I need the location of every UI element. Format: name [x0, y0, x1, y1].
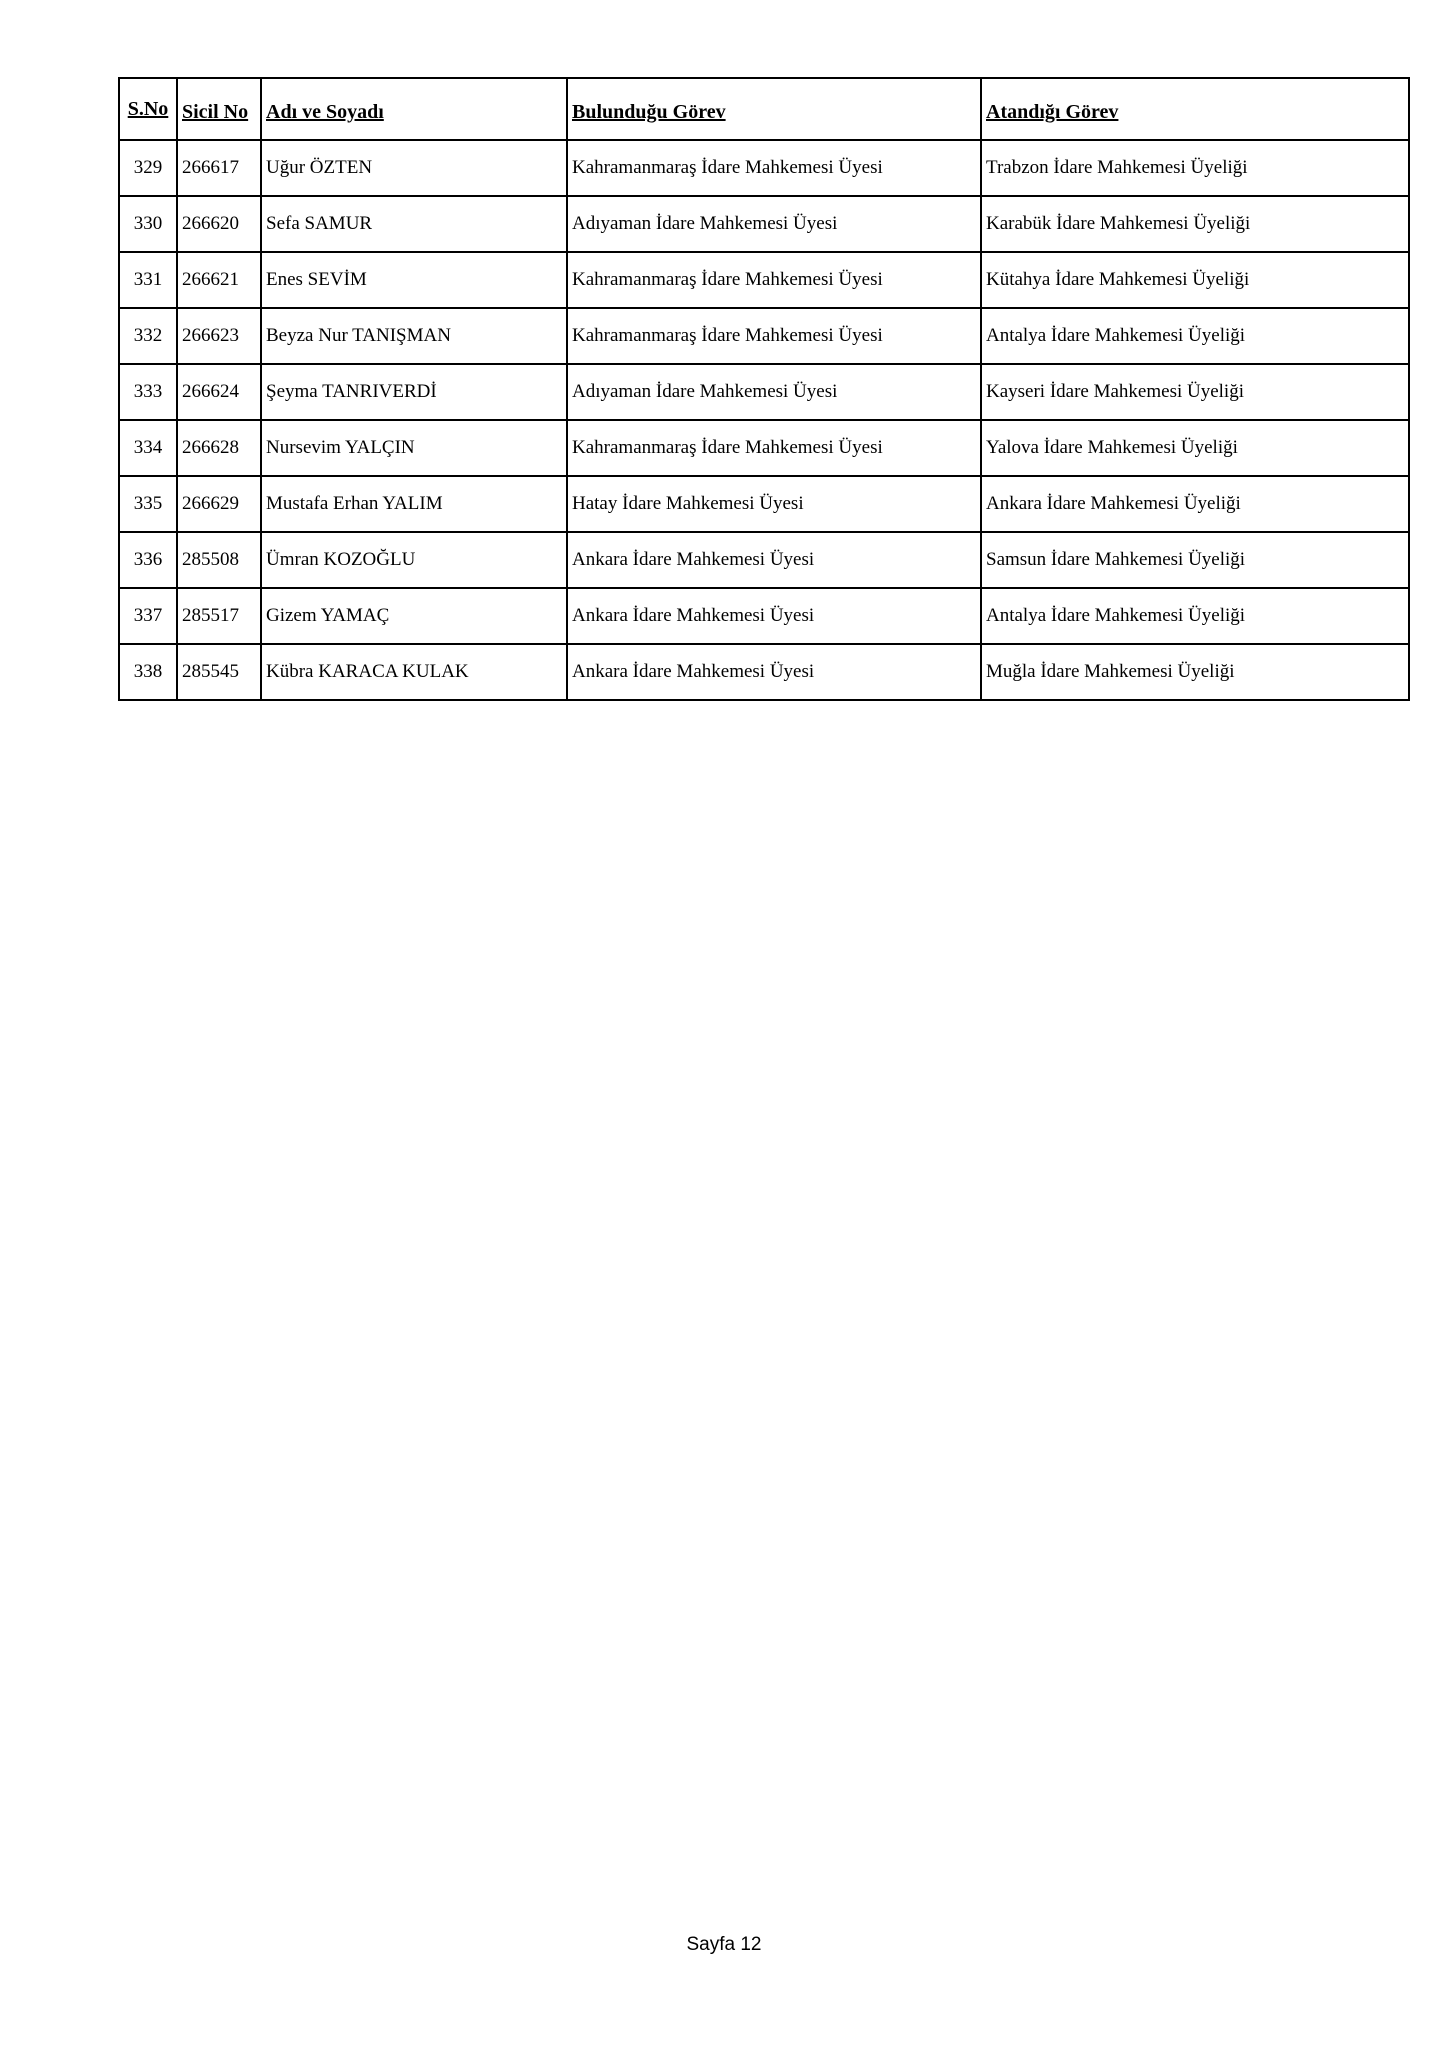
cell-sicil-no: 266620 — [177, 196, 261, 252]
cell-sno: 330 — [119, 196, 177, 252]
cell-current-position: Ankara İdare Mahkemesi Üyesi — [567, 532, 981, 588]
cell-name: Mustafa Erhan YALIM — [261, 476, 567, 532]
assignment-table — [118, 77, 1410, 701]
cell-sno: 333 — [119, 364, 177, 420]
cell-name: Kübra KARACA KULAK — [261, 644, 567, 700]
cell-current-position: Kahramanmaraş İdare Mahkemesi Üyesi — [567, 140, 981, 196]
cell-current-position: Kahramanmaraş İdare Mahkemesi Üyesi — [567, 252, 981, 308]
cell-assigned-position: Antalya İdare Mahkemesi Üyeliği — [981, 308, 1409, 364]
cell-assigned-position: Muğla İdare Mahkemesi Üyeliği — [981, 644, 1409, 700]
table-row — [119, 252, 1409, 308]
cell-name: Şeyma TANRIVERDİ — [261, 364, 567, 420]
cell-sicil-no: 266621 — [177, 252, 261, 308]
table-row — [119, 420, 1409, 476]
cell-sno: 337 — [119, 588, 177, 644]
table-row — [119, 588, 1409, 644]
cell-sno: 329 — [119, 140, 177, 196]
cell-current-position: Hatay İdare Mahkemesi Üyesi — [567, 476, 981, 532]
header-sno: S.No — [119, 78, 177, 140]
cell-sicil-no: 266624 — [177, 364, 261, 420]
cell-name: Nursevim YALÇIN — [261, 420, 567, 476]
cell-name: Uğur ÖZTEN — [261, 140, 567, 196]
header-current-position: Bulunduğu Görev — [567, 78, 981, 140]
header-assigned-position: Atandığı Görev — [981, 78, 1409, 140]
cell-sicil-no: 285545 — [177, 644, 261, 700]
cell-sno: 336 — [119, 532, 177, 588]
cell-current-position: Kahramanmaraş İdare Mahkemesi Üyesi — [567, 308, 981, 364]
cell-sicil-no: 285508 — [177, 532, 261, 588]
cell-assigned-position: Antalya İdare Mahkemesi Üyeliği — [981, 588, 1409, 644]
cell-current-position: Adıyaman İdare Mahkemesi Üyesi — [567, 364, 981, 420]
cell-sno: 338 — [119, 644, 177, 700]
table-header-row — [119, 78, 1409, 140]
cell-sicil-no: 285517 — [177, 588, 261, 644]
table-row — [119, 644, 1409, 700]
cell-assigned-position: Karabük İdare Mahkemesi Üyeliği — [981, 196, 1409, 252]
header-sicil-no: Sicil No — [177, 78, 261, 140]
cell-assigned-position: Kütahya İdare Mahkemesi Üyeliği — [981, 252, 1409, 308]
cell-assigned-position: Yalova İdare Mahkemesi Üyeliği — [981, 420, 1409, 476]
cell-sno: 331 — [119, 252, 177, 308]
cell-name: Enes SEVİM — [261, 252, 567, 308]
table-row — [119, 308, 1409, 364]
cell-sicil-no: 266629 — [177, 476, 261, 532]
table-row — [119, 140, 1409, 196]
cell-sicil-no: 266623 — [177, 308, 261, 364]
page-number: Sayfa 12 — [686, 1934, 762, 1955]
cell-name: Gizem YAMAÇ — [261, 588, 567, 644]
header-name: Adı ve Soyadı — [261, 78, 567, 140]
cell-sno: 335 — [119, 476, 177, 532]
cell-sicil-no: 266617 — [177, 140, 261, 196]
cell-assigned-position: Kayseri İdare Mahkemesi Üyeliği — [981, 364, 1409, 420]
table-row — [119, 476, 1409, 532]
table-row — [119, 532, 1409, 588]
cell-sno: 332 — [119, 308, 177, 364]
table-row — [119, 364, 1409, 420]
cell-name: Sefa SAMUR — [261, 196, 567, 252]
cell-assigned-position: Ankara İdare Mahkemesi Üyeliği — [981, 476, 1409, 532]
cell-current-position: Kahramanmaraş İdare Mahkemesi Üyesi — [567, 420, 981, 476]
cell-current-position: Ankara İdare Mahkemesi Üyesi — [567, 588, 981, 644]
cell-name: Ümran KOZOĞLU — [261, 532, 567, 588]
cell-current-position: Adıyaman İdare Mahkemesi Üyesi — [567, 196, 981, 252]
cell-sicil-no: 266628 — [177, 420, 261, 476]
cell-current-position: Ankara İdare Mahkemesi Üyesi — [567, 644, 981, 700]
cell-assigned-position: Trabzon İdare Mahkemesi Üyeliği — [981, 140, 1409, 196]
cell-name: Beyza Nur TANIŞMAN — [261, 308, 567, 364]
cell-assigned-position: Samsun İdare Mahkemesi Üyeliği — [981, 532, 1409, 588]
cell-sno: 334 — [119, 420, 177, 476]
table-row — [119, 196, 1409, 252]
